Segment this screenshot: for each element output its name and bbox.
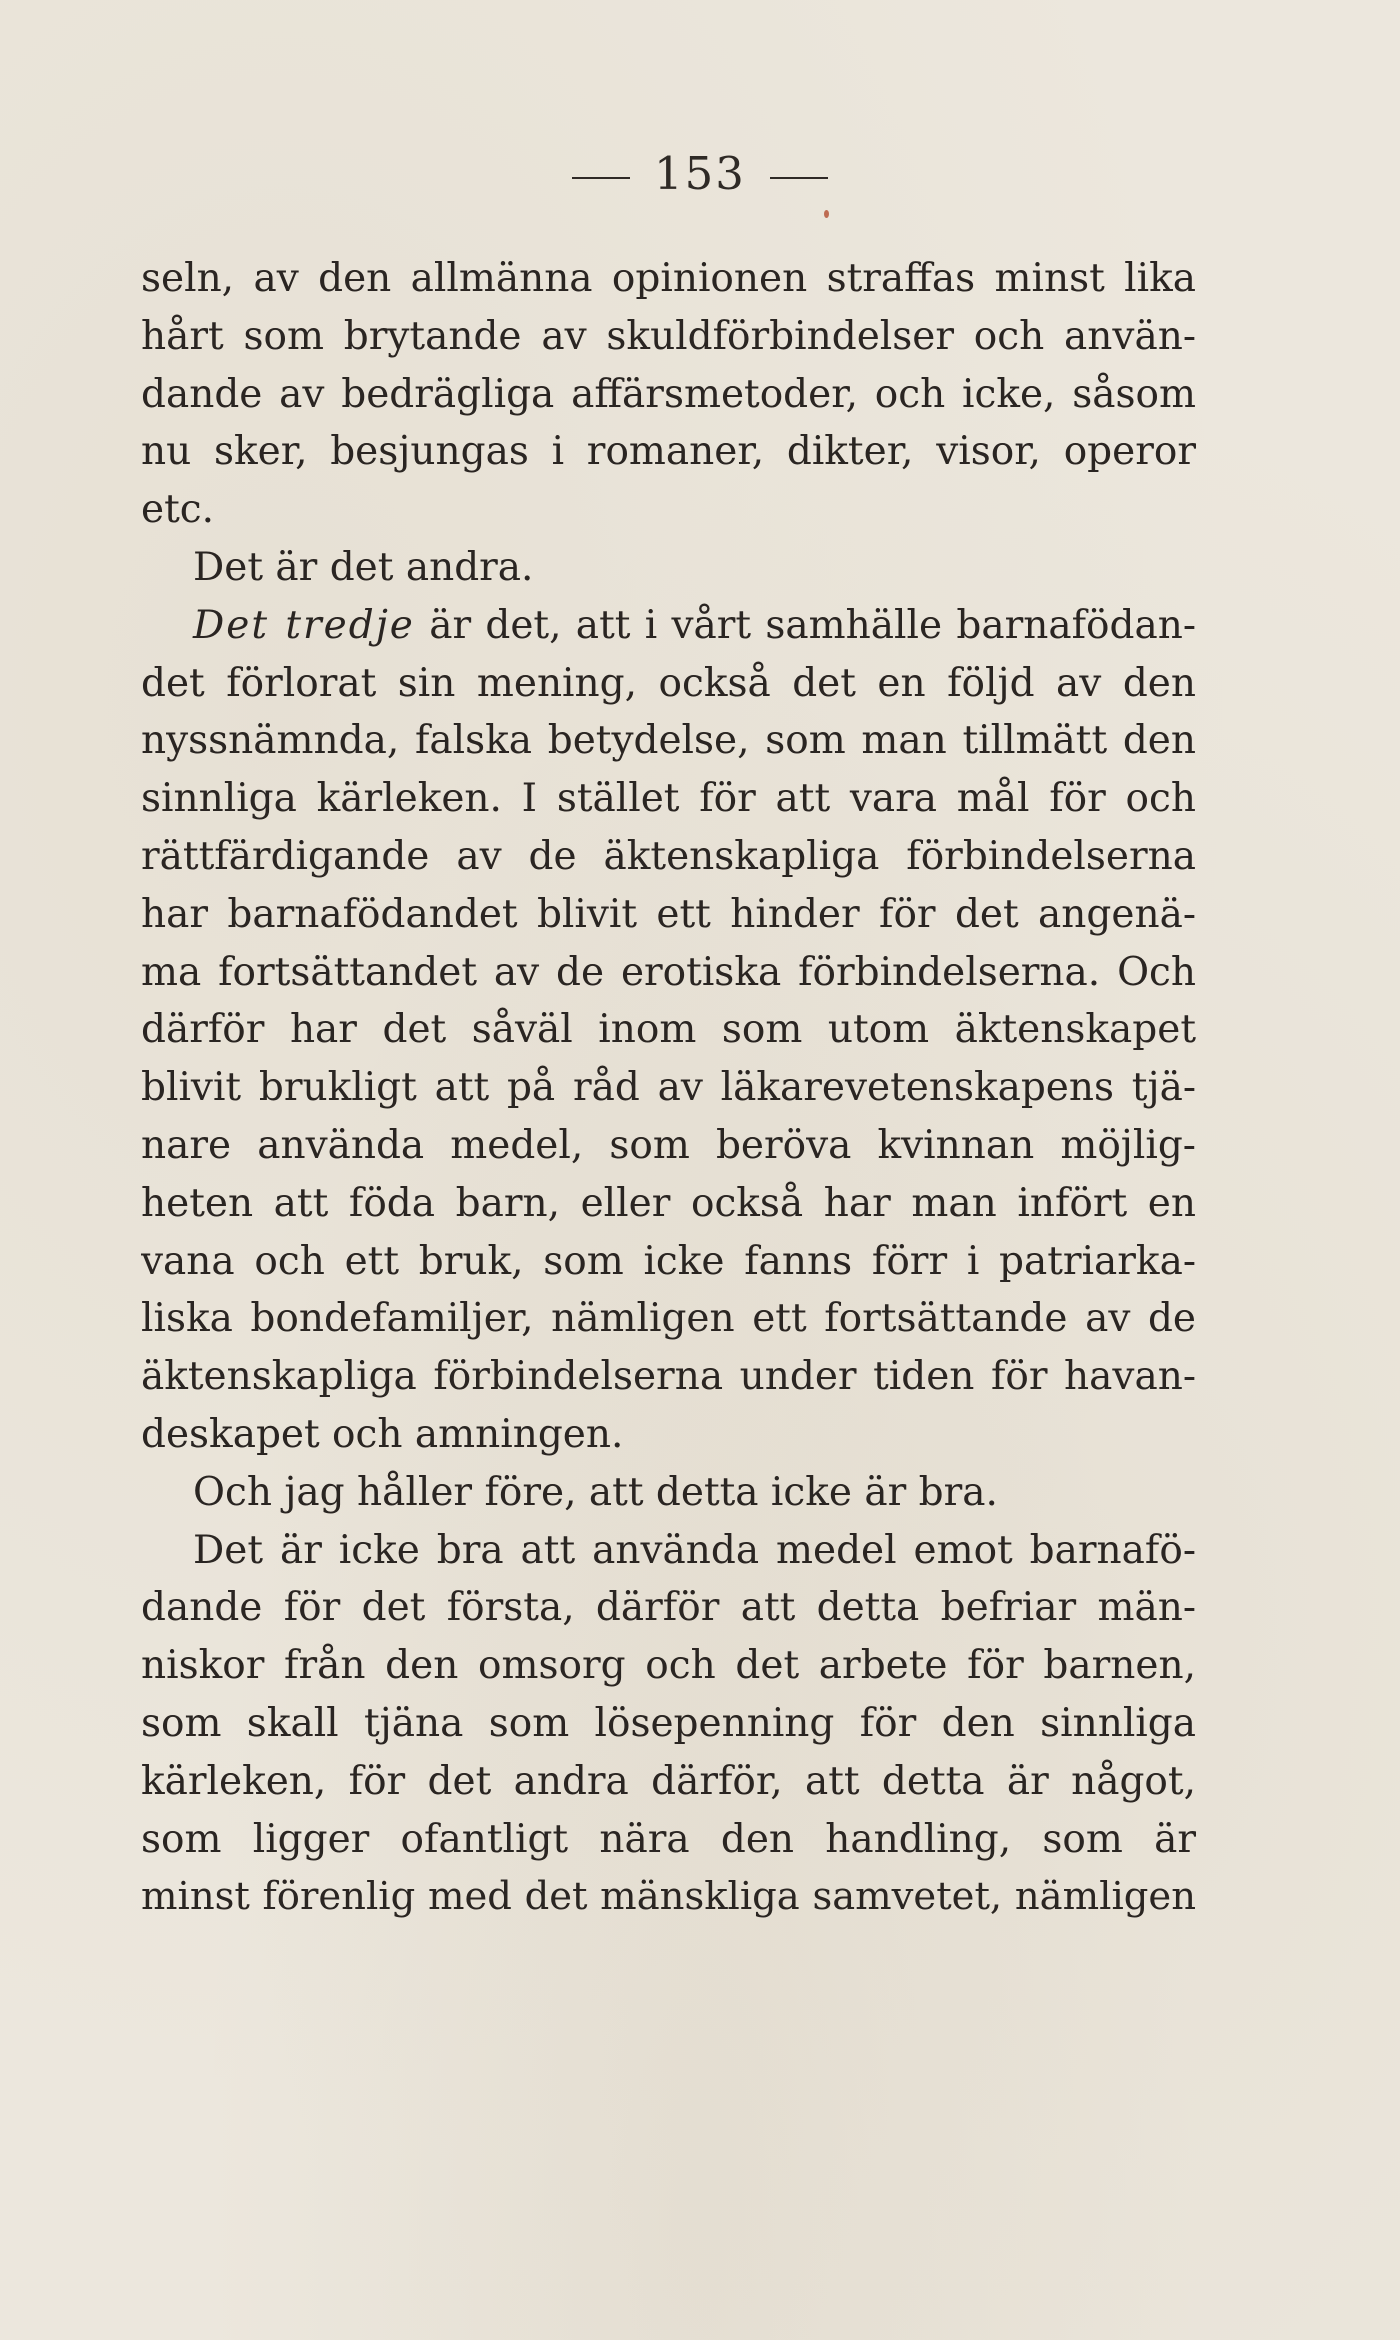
text-line — [141, 655, 1196, 713]
italic-emphasis: Det tredje — [193, 602, 415, 648]
line-text: seln, av den allmänna opinionen straffas minst lika — [141, 256, 1196, 301]
line-text: nyssnämnda, falska betydelse, som man tillmätt den — [141, 718, 1196, 764]
line-text: dande för det första, därför att detta befriar män- — [141, 1585, 1196, 1631]
text-line — [141, 1406, 1196, 1464]
text-line — [141, 1753, 1196, 1811]
line-text: har barnafödandet blivit ett hinder för det angenä- — [141, 891, 1196, 937]
line-text: Och jag håller före, att detta icke är bra. — [193, 1469, 998, 1515]
text-line — [141, 481, 1196, 539]
text-line — [141, 1637, 1196, 1695]
text-line — [141, 423, 1196, 481]
text-line — [141, 1348, 1196, 1406]
line-text: etc. — [141, 487, 214, 533]
line-text: heten att föda barn, eller också har man infört en — [141, 1180, 1196, 1226]
text-line — [141, 770, 1196, 828]
line-text: det förlorat sin mening, också det en följd av den — [141, 660, 1196, 706]
line-text: ma fortsättandet av de erotiska förbindelserna. Och — [141, 949, 1196, 995]
line-text: deskapet och amningen. — [141, 1411, 624, 1457]
ink-speck — [824, 210, 829, 218]
text-line — [141, 366, 1196, 424]
left-dash — [572, 177, 630, 179]
text-line — [141, 1001, 1196, 1059]
text-line — [141, 1695, 1196, 1753]
text-line — [141, 1117, 1196, 1175]
text-line — [141, 944, 1196, 1002]
line-text: Det är det andra. — [193, 544, 534, 590]
text-line — [141, 886, 1196, 944]
right-dash — [770, 177, 828, 179]
line-text: Det är icke bra att använda medel emot barnafö- — [193, 1527, 1196, 1573]
line-text: hårt som brytande av skuldförbindelser och använ- — [141, 313, 1196, 359]
text-line — [141, 1522, 1196, 1580]
line-text: blivit brukligt att på råd av läkarevetenskapens tjä- — [141, 1065, 1196, 1111]
text-line — [141, 712, 1196, 770]
line-text: äktenskapliga förbindelserna under tiden för havan- — [141, 1354, 1196, 1400]
line-text: dande av bedrägliga affärsmetoder, och icke, såsom — [141, 371, 1196, 417]
text-line — [141, 308, 1196, 366]
line-text: som skall tjäna som lösepenning för den sinnliga — [141, 1700, 1196, 1746]
line-text: vana och ett bruk, som icke fanns förr i patriarka- — [141, 1238, 1196, 1284]
text-line — [141, 828, 1196, 886]
line-text: därför har det såväl inom som utom äktenskapet — [141, 1007, 1196, 1053]
line-text: kärleken, för det andra därför, att detta är något, — [141, 1758, 1196, 1804]
line-text: är det, att i vårt samhälle barnafödan- — [429, 602, 1196, 648]
line-text: liska bondefamiljer, nämligen ett fortsättande av de — [141, 1296, 1196, 1342]
line-text: nu sker, besjungas i romaner, dikter, visor, operor — [141, 429, 1196, 475]
text-line — [141, 1290, 1196, 1348]
text-line — [141, 1059, 1196, 1117]
body-text — [141, 250, 1196, 1926]
text-line — [141, 250, 1196, 308]
text-line — [141, 1868, 1196, 1926]
line-text: som ligger ofantligt nära den handling, som är — [141, 1816, 1196, 1862]
line-text: sinnliga kärleken. I stället för att vara mål för och — [141, 776, 1196, 822]
line-text: minst förenlig med det mänskliga samvetet, nämligen — [141, 1874, 1196, 1920]
text-line — [141, 1579, 1196, 1637]
text-line — [141, 1175, 1196, 1233]
text-line — [141, 1233, 1196, 1291]
page-number-header — [0, 147, 1400, 200]
text-line — [141, 1464, 1196, 1522]
text-line — [141, 1811, 1196, 1869]
line-text: niskor från den omsorg och det arbete för barnen, — [141, 1643, 1196, 1689]
line-text: rättfärdigande av de äktenskapliga förbindelserna — [141, 833, 1196, 879]
text-line — [141, 597, 1196, 655]
line-text: nare använda medel, som beröva kvinnan möjlig- — [141, 1122, 1196, 1168]
page-number: 153 — [654, 147, 746, 200]
text-line — [141, 539, 1196, 597]
